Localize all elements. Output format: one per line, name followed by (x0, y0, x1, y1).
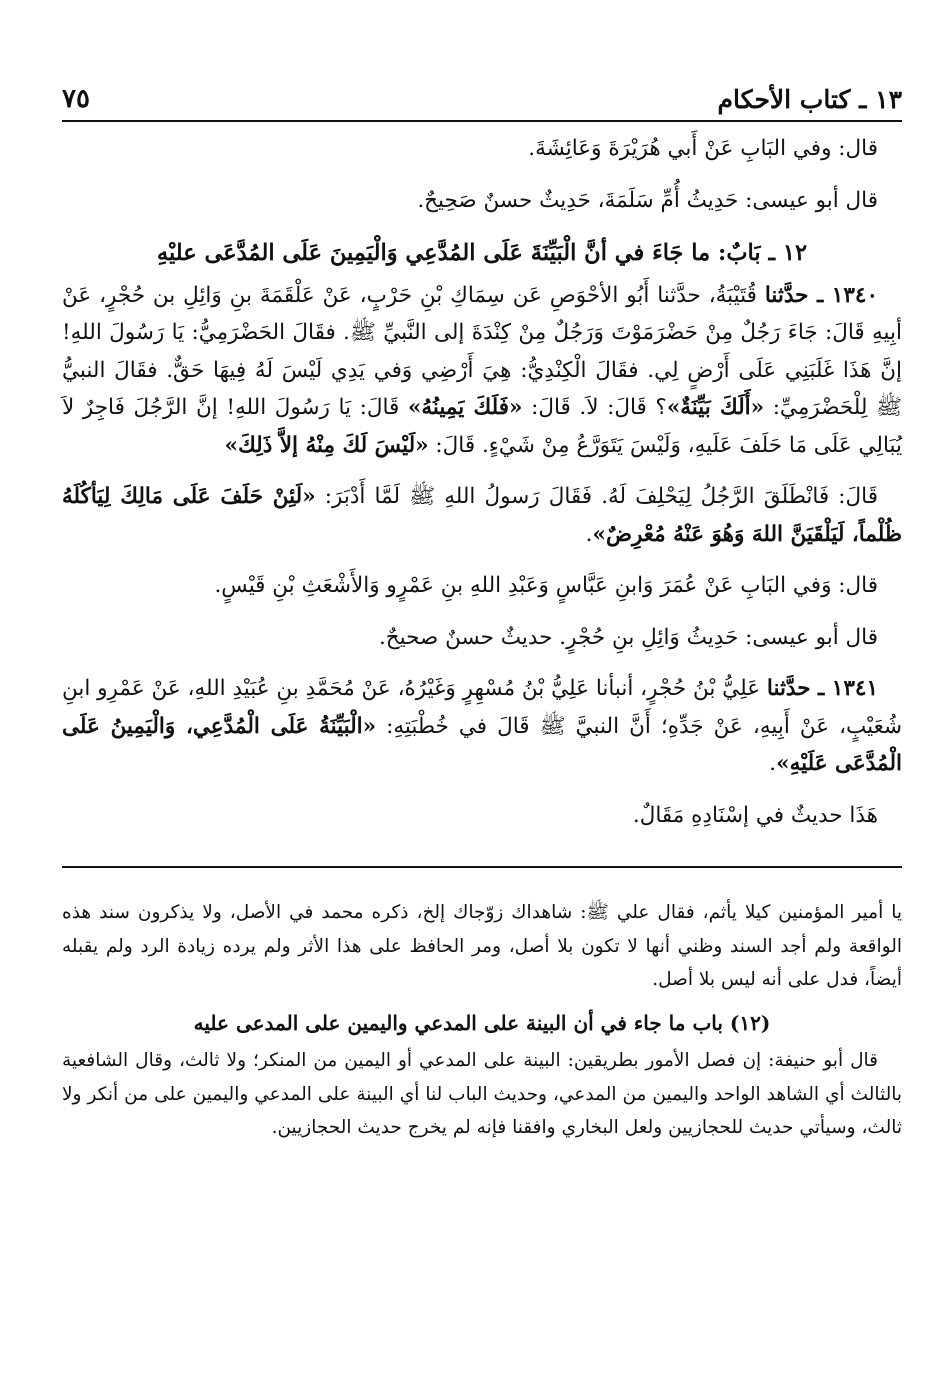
hadith-1340-text-c: قَالَ: يَا رَسُولَ اللهِ! إنَّ الرَّجُلَ فَاجِرٌ لاَ يُبَالِي عَلَى مَا حَلَفَ عَلَيهِ، وَلَيْسَ يَتَوَرَّعُ مِنْ شَيْءٍ. قَالَ: (62, 395, 902, 458)
hadith-number-1340: ١٣٤٠ ـ حدَّثنا (764, 282, 878, 308)
main-text (62, 130, 902, 834)
paragraph-departure-text: قَالَ: فَانْطَلَقَ الرَّجُلُ لِيَحْلِفَ لَهُ. فَقَالَ رَسولُ اللهِ ﷺ لَمَّا أَدْبَرَ: (324, 484, 878, 509)
hadith-1341-text: عَلِيُّ بْنُ حُجْرٍ، أنبأنا عَلِيُّ بْنُ مُسْهِرٍ وَغَيْرُهُ، عَنْ مُحَمَّدِ بنِ عُبَيْدِ اللهِ، عَنْ عَمْرِو ابنِ شُعَيْبٍ، عَنْ أَبِيهِ، عَنْ جَدِّهِ؛ أَنَّ النبيَّ ﷺ قَالَ في خُطْبَتِهِ: (62, 676, 903, 739)
footnotes (62, 896, 902, 1145)
paragraph-departure-end: . (585, 521, 593, 547)
chapter-heading: ١٢ ـ بَابٌ: ما جَاءَ في أنَّ الْبَيِّنَةَ عَلَى المُدَّعِي وَالْيَمِينَ عَلَى المُدَّعَى عليْهِ (156, 240, 808, 266)
paragraph-bab: قال: وفي البَابِ عَنْ أَبي هُرَيْرَةَ وَعَائِشَةَ. (528, 136, 878, 161)
hadith-1341-end: . (769, 751, 777, 776)
footnote-continuation: يا أمير المؤمنين كيلا يأثم، فقال علي ﷺ: شاهداك زوّجاك إلخ، ذكره محمد في الأصل، ولا يذكرون سند هذه الواقعة ولم أجد السند وظني أنها لا تكون بلا أصل، ومر الحافظ على هذا الأثر ولم يرده زيادة الرد ولم يقبله أيضاً، فدل على أنه ليس بلا أصل. (62, 902, 902, 990)
paragraph-departure-quote: «لَئِنْ حَلَفَ عَلَى مَالِكَ لِيَأكُلَهُ ظُلْماً، لَيَلْقَيَنَّ اللهَ وَهُوَ عَنْهُ مُعْرِضٌ» (62, 484, 902, 547)
running-header (62, 78, 902, 122)
paragraph-abu-isa-1: قال أبو عيسى: حَدِيثُ أُمِّ سَلَمَةَ، حَدِيثٌ حسنٌ صَحِيحٌ. (417, 187, 878, 213)
hadith-1340-text-b: ؟ قَالَ: لاَ. قَالَ: (531, 395, 667, 420)
hadith-1340-quote-1: «أَلَكَ بَيِّنَةٌ» (666, 395, 765, 420)
hadith-1340-quote-2: «فَلَكَ يَمِينُهُ» (407, 395, 523, 420)
hadith-1340-quote-3: «لَيْسَ لَكَ مِنْهُ إلاَّ ذَلِكَ» (224, 432, 429, 458)
chapter-title: ١٣ ـ كتاب الأحكام (717, 85, 902, 114)
hadith-1341 (62, 670, 902, 783)
hadith-number-1341: ١٣٤١ ـ حدَّثنا (766, 676, 878, 701)
hadith-1341-quote: «الْبَيِّنَةُ عَلَى الْمُدَّعِي، وَالْيَمِينُ عَلَى الْمُدَّعَى عَلَيْهِ» (62, 713, 902, 776)
paragraph-abu-isa-2: قال أبو عيسى: حَدِيثُ وَائِلِ بنِ حُجْرٍ. حديثٌ حسنٌ صحيحٌ. (378, 624, 878, 650)
page-number: ٧٥ (62, 84, 90, 114)
paragraph-isnad: هَذَا حديثٌ في إسْنَادِهِ مَقَالٌ. (632, 802, 878, 828)
hadith-1340 (62, 277, 902, 465)
paragraph-departure (62, 478, 902, 553)
footnote-divider (62, 866, 902, 868)
paragraph-bab-2: قال: وَفي البَابِ عَنْ عُمَرَ وَابنِ عَبَّاسٍ وَعَبْدِ اللهِ بنِ عَمْرٍو وَالأَشْعَثِ بْنِ قَيْسٍ. (214, 573, 878, 598)
hadith-1340-text-a: قُتَيْبَةُ، حدَّثنا أَبُو الأحْوَصِ عَن سِمَاكِ بْنِ حَرْبٍ، عَنْ عَلْقَمَةَ بنِ وَائِلِ بن حُجْرٍ، عَنْ أبِيهِ قَالَ: جَاءَ رَجُلٌ مِنْ حَضْرَمَوْتَ وَرَجُلٌ مِنْ كِنْدَةَ إلى النَّبيِّ ﷺ. فقَالَ الحَضْرَمِيُّ: يَا رَسُولَ اللهِ! إنَّ هَذَا غَلَبَنِي عَلَى أَرْضٍ لِي. فقَالَ الْكِنْدِيُّ: هِيَ أَرْضِي وَفي يَدِي لَيْسَ لَهُ فِيهَا حَقٌّ. فقَالَ النبيُّ ﷺ لِلْحَضْرَمِيِّ: (62, 282, 902, 420)
page (62, 78, 902, 1145)
footnote-heading: (١٢) باب ما جاء في أن البينة على المدعي واليمين على المدعى عليه (193, 1010, 771, 1035)
footnote-commentary: قال أبو حنيفة: إن فصل الأمور بطريقين: البينة على المدعي أو اليمين من المنكر؛ ولا ثالث، وقال الشافعية بالثالث أي الشاهد الواحد واليمين من المدعي، وحديث الباب لنا أي البينة على المدعي واليمين على من أنكر ولا ثالث، وسيأتي حديث للحجازيين ولعل البخاري وافقنا فإنه لم يخرج حديث الحجازيين. (62, 1050, 902, 1138)
